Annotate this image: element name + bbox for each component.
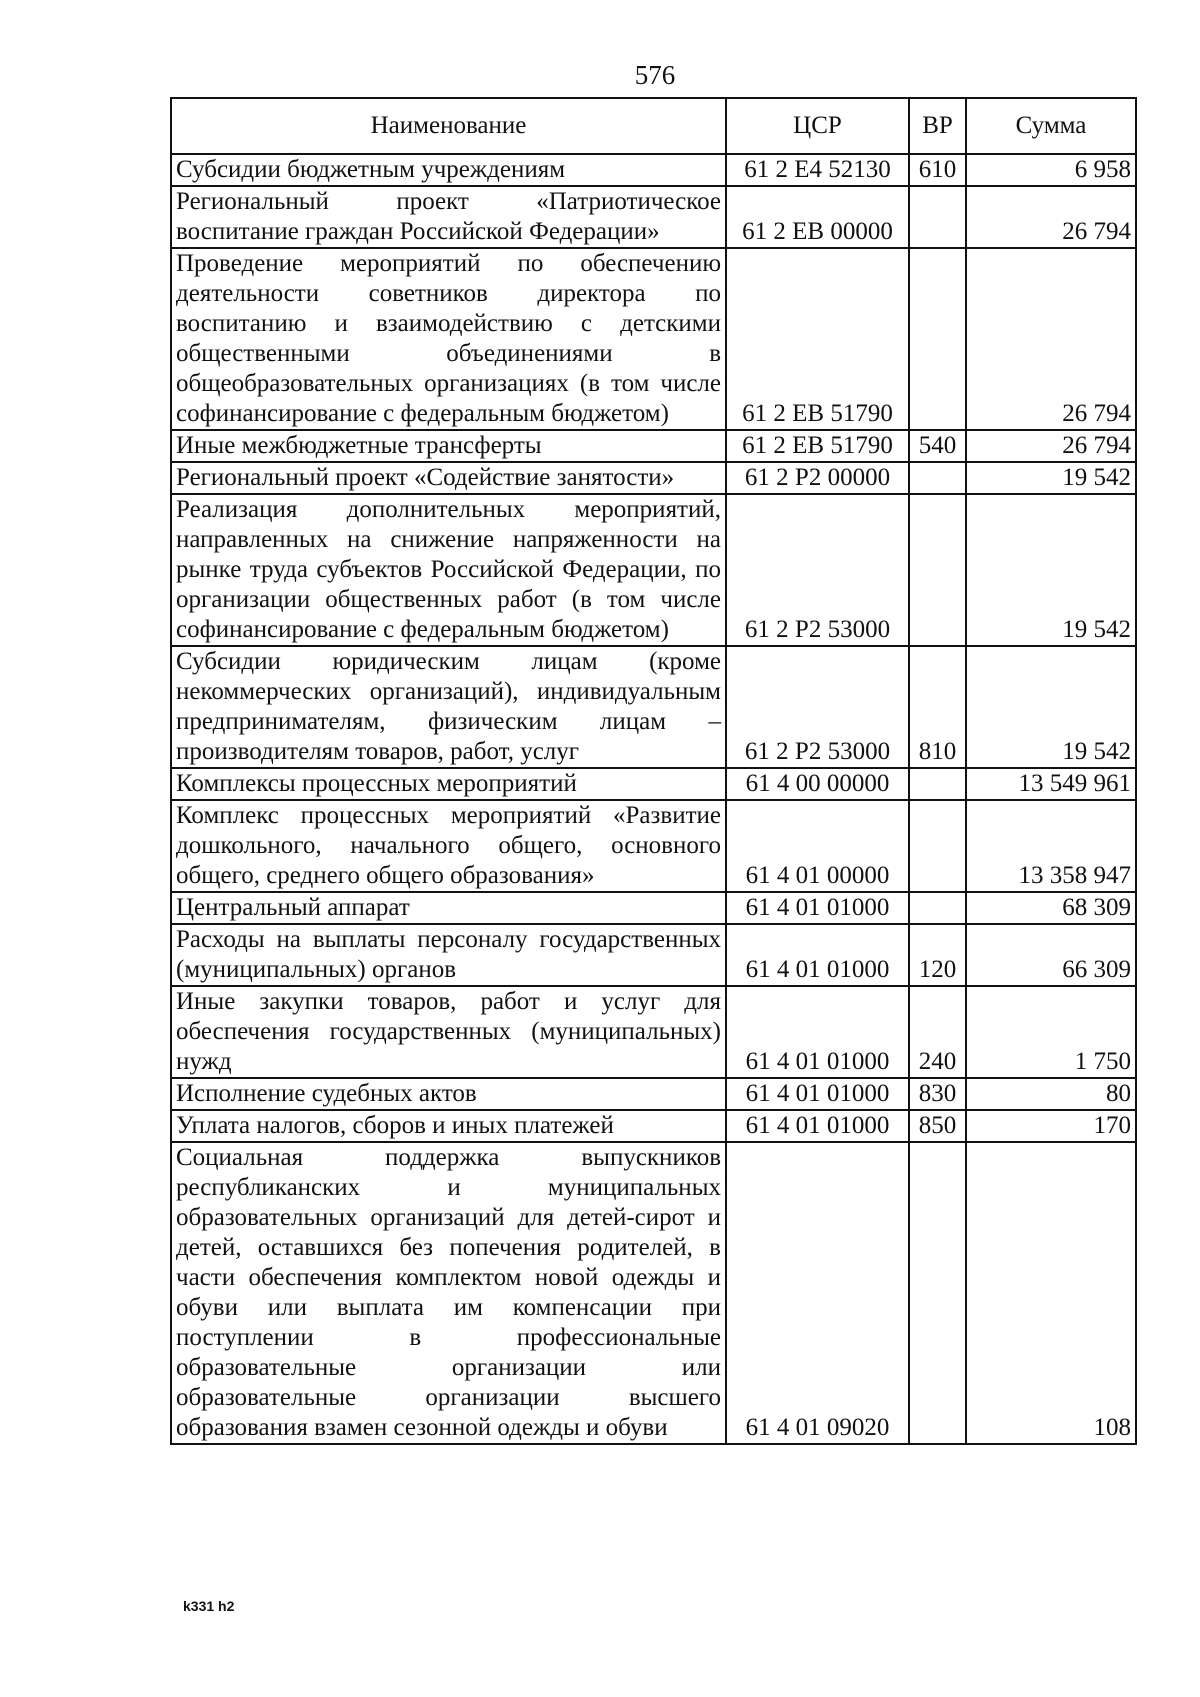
- cell-vr: [909, 892, 966, 924]
- table-row: [171, 646, 1136, 768]
- cell-sum: 26 794: [966, 186, 1136, 248]
- cell-name: Субсидии юридическим лицам (кроме некоммерческих организаций), индивидуальным предпринимателям, физическим лицам – производителям товаров, работ, услуг: [171, 646, 726, 768]
- column-header-csr: ЦСР: [726, 98, 909, 154]
- table-row: [171, 892, 1136, 924]
- cell-vr: [909, 186, 966, 248]
- footer-code: k331 h2: [183, 1598, 235, 1614]
- cell-name: Реализация дополнительных мероприятий, направленных на снижение напряженности на рынке труда субъектов Российской Федерации, по организации общественных работ (в том числе софинансирование с федеральным бюджетом): [171, 494, 726, 646]
- cell-csr: 61 4 01 09020: [726, 1142, 909, 1444]
- cell-sum: 6 958: [966, 154, 1136, 186]
- table-row: [171, 1142, 1136, 1444]
- cell-csr: 61 4 01 00000: [726, 800, 909, 892]
- cell-name: Уплата налогов, сборов и иных платежей: [171, 1110, 726, 1142]
- cell-vr: 120: [909, 924, 966, 986]
- cell-name: Комплекс процессных мероприятий «Развитие дошкольного, начального общего, основного общего, среднего общего образования»: [171, 800, 726, 892]
- cell-name: Иные межбюджетные трансферты: [171, 430, 726, 462]
- cell-csr: 61 2 EB 00000: [726, 186, 909, 248]
- cell-name: Иные закупки товаров, работ и услуг для обеспечения государственных (муниципальных) нужд: [171, 986, 726, 1078]
- cell-vr: 810: [909, 646, 966, 768]
- table-row: [171, 1078, 1136, 1110]
- cell-vr: 540: [909, 430, 966, 462]
- cell-sum: 19 542: [966, 646, 1136, 768]
- cell-csr: 61 4 01 01000: [726, 924, 909, 986]
- cell-sum: 19 542: [966, 494, 1136, 646]
- cell-sum: 170: [966, 1110, 1136, 1142]
- column-header-vr: ВР: [909, 98, 966, 154]
- cell-csr: 61 4 01 01000: [726, 986, 909, 1078]
- table-header-row: [171, 98, 1136, 154]
- table-row: [171, 1110, 1136, 1142]
- cell-sum: 26 794: [966, 430, 1136, 462]
- cell-name: Проведение мероприятий по обеспечению деятельности советников директора по воспитанию и взаимодействию с детскими общественными объединениями в общеобразовательных организациях (в том числе софинансирование с федеральным бюджетом): [171, 248, 726, 430]
- table-row: [171, 494, 1136, 646]
- cell-name: Расходы на выплаты персоналу государственных (муниципальных) органов: [171, 924, 726, 986]
- cell-sum: 80: [966, 1078, 1136, 1110]
- table-row: [171, 154, 1136, 186]
- cell-name: Субсидии бюджетным учреждениям: [171, 154, 726, 186]
- budget-table: [170, 97, 1137, 1445]
- table-row: [171, 462, 1136, 494]
- cell-csr: 61 2 P2 53000: [726, 494, 909, 646]
- cell-csr: 61 2 P2 53000: [726, 646, 909, 768]
- cell-name: Исполнение судебных актов: [171, 1078, 726, 1110]
- cell-csr: 61 2 EB 51790: [726, 430, 909, 462]
- cell-vr: [909, 494, 966, 646]
- cell-csr: 61 2 E4 52130: [726, 154, 909, 186]
- cell-name: Центральный аппарат: [171, 892, 726, 924]
- table-row: [171, 186, 1136, 248]
- cell-name: Региональный проект «Патриотическое воспитание граждан Российской Федерации»: [171, 186, 726, 248]
- table-row: [171, 768, 1136, 800]
- cell-csr: 61 4 01 01000: [726, 1078, 909, 1110]
- cell-sum: 108: [966, 1142, 1136, 1444]
- cell-sum: 1 750: [966, 986, 1136, 1078]
- cell-sum: 68 309: [966, 892, 1136, 924]
- cell-vr: [909, 462, 966, 494]
- table-row: [171, 986, 1136, 1078]
- cell-vr: 830: [909, 1078, 966, 1110]
- cell-sum: 66 309: [966, 924, 1136, 986]
- cell-vr: [909, 248, 966, 430]
- cell-csr: 61 4 00 00000: [726, 768, 909, 800]
- cell-vr: [909, 800, 966, 892]
- cell-sum: 19 542: [966, 462, 1136, 494]
- cell-name: Социальная поддержка выпускников республиканских и муниципальных образовательных организаций для детей-сирот и детей, оставшихся без попечения родителей, в части обеспечения комплектом новой одежды и обуви или выплата им компенсации при поступлении в профессиональные образовательные организации или образовательные организации высшего образования взамен сезонной одежды и обуви: [171, 1142, 726, 1444]
- page-number: 576: [634, 60, 676, 90]
- column-header-name: Наименование: [171, 98, 726, 154]
- table-row: [171, 430, 1136, 462]
- cell-name: Региональный проект «Содействие занятости»: [171, 462, 726, 494]
- cell-csr: 61 4 01 01000: [726, 892, 909, 924]
- cell-csr: 61 4 01 01000: [726, 1110, 909, 1142]
- table-row: [171, 248, 1136, 430]
- table-body: [171, 154, 1136, 1444]
- cell-csr: 61 2 P2 00000: [726, 462, 909, 494]
- column-header-sum: Сумма: [966, 98, 1136, 154]
- cell-vr: 610: [909, 154, 966, 186]
- cell-sum: 26 794: [966, 248, 1136, 430]
- cell-vr: [909, 768, 966, 800]
- table-row: [171, 924, 1136, 986]
- cell-sum: 13 358 947: [966, 800, 1136, 892]
- cell-vr: 240: [909, 986, 966, 1078]
- cell-vr: 850: [909, 1110, 966, 1142]
- cell-csr: 61 2 EB 51790: [726, 248, 909, 430]
- cell-name: Комплексы процессных мероприятий: [171, 768, 726, 800]
- table-row: [171, 800, 1136, 892]
- cell-sum: 13 549 961: [966, 768, 1136, 800]
- cell-vr: [909, 1142, 966, 1444]
